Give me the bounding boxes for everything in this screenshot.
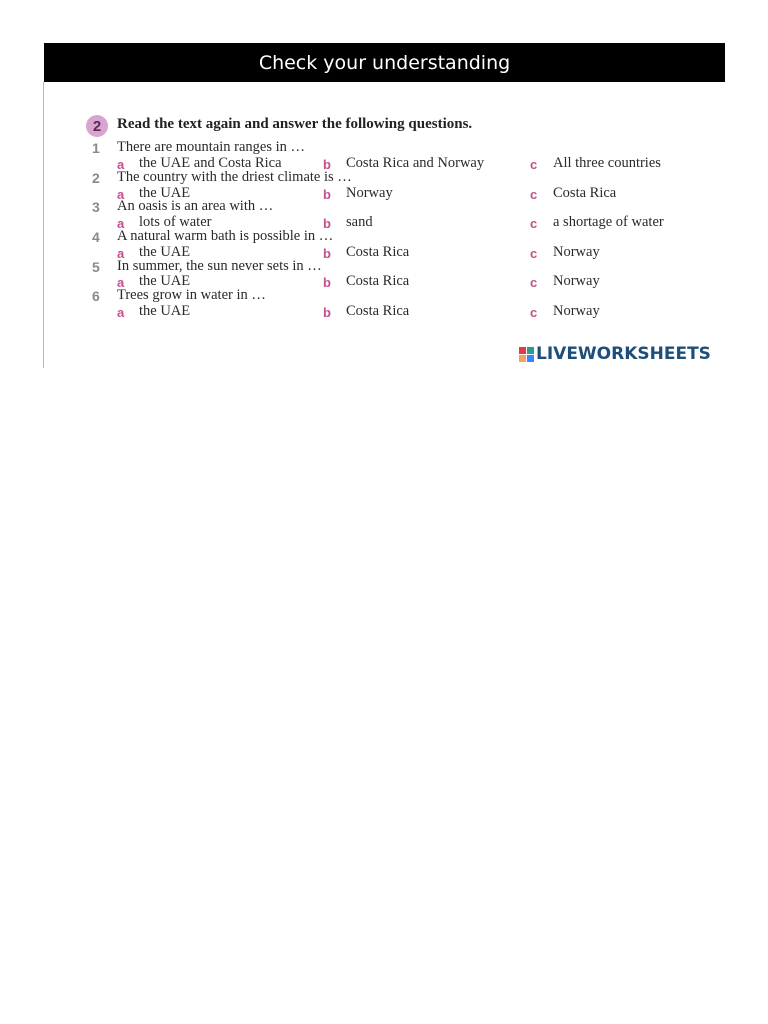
option-letter: a (117, 157, 125, 172)
question-text: In summer, the sun never sets in … (117, 258, 322, 274)
option-letter: a (117, 187, 125, 202)
answer-option[interactable]: Norway (553, 303, 600, 319)
option-letter: c (530, 216, 538, 231)
answer-option[interactable]: the UAE and Costa Rica (139, 155, 282, 171)
question-text: The country with the driest climate is … (117, 169, 352, 185)
option-letter: c (530, 246, 538, 261)
question-text: An oasis is an area with … (117, 198, 274, 214)
answer-option[interactable]: a shortage of water (553, 214, 664, 230)
answer-option[interactable]: the UAE (139, 303, 191, 319)
question-text: There are mountain ranges in … (117, 139, 306, 155)
answer-option[interactable]: Norway (553, 244, 600, 260)
answer-option[interactable]: Costa Rica (346, 244, 410, 260)
answer-option[interactable]: the UAE (139, 244, 191, 260)
question-number: 5 (92, 259, 100, 275)
answer-option[interactable]: the UAE (139, 185, 191, 201)
option-letter: b (323, 157, 331, 172)
header-title: Check your understanding (258, 51, 511, 74)
exercise-instruction: Read the text again and answer the following questions. (117, 116, 473, 132)
option-letter: b (323, 275, 331, 290)
page-header (44, 43, 725, 82)
option-letter: b (323, 187, 331, 202)
option-letter: c (530, 157, 538, 172)
question-number: 3 (92, 199, 100, 215)
answer-option[interactable]: Norway (346, 185, 393, 201)
option-letter: a (117, 246, 125, 261)
answer-option[interactable]: Costa Rica and Norway (346, 155, 485, 171)
question-text: Trees grow in water in … (117, 287, 266, 303)
question-number: 6 (92, 288, 100, 304)
question-number: 1 (92, 140, 100, 156)
answer-option[interactable]: Costa Rica (346, 303, 410, 319)
exercise-number-badge: 2 (86, 115, 108, 137)
option-letter: b (323, 216, 331, 231)
option-letter: b (323, 305, 331, 320)
option-letter: a (117, 216, 125, 231)
question-text: A natural warm bath is possible in … (117, 228, 334, 244)
answer-option[interactable]: lots of water (139, 214, 212, 230)
answer-option[interactable]: All three countries (553, 155, 661, 171)
option-letter: a (117, 275, 125, 290)
question-number: 2 (92, 170, 100, 186)
answer-option[interactable]: Norway (553, 273, 600, 289)
answer-option[interactable]: Costa Rica (553, 185, 617, 201)
answer-option[interactable]: Costa Rica (346, 273, 410, 289)
answer-option[interactable]: the UAE (139, 273, 191, 289)
liveworksheets-logo (519, 344, 711, 364)
option-letter: a (117, 305, 125, 320)
option-letter: c (530, 275, 538, 290)
page-edge-divider (43, 82, 44, 368)
option-letter: b (323, 246, 331, 261)
answer-option[interactable]: sand (346, 214, 373, 230)
option-letter: c (530, 187, 538, 202)
logo-mark-icon (519, 347, 534, 362)
question-number: 4 (92, 229, 100, 245)
option-letter: c (530, 305, 538, 320)
logo-wordmark: LIVEWORKSHEETS (536, 344, 711, 364)
